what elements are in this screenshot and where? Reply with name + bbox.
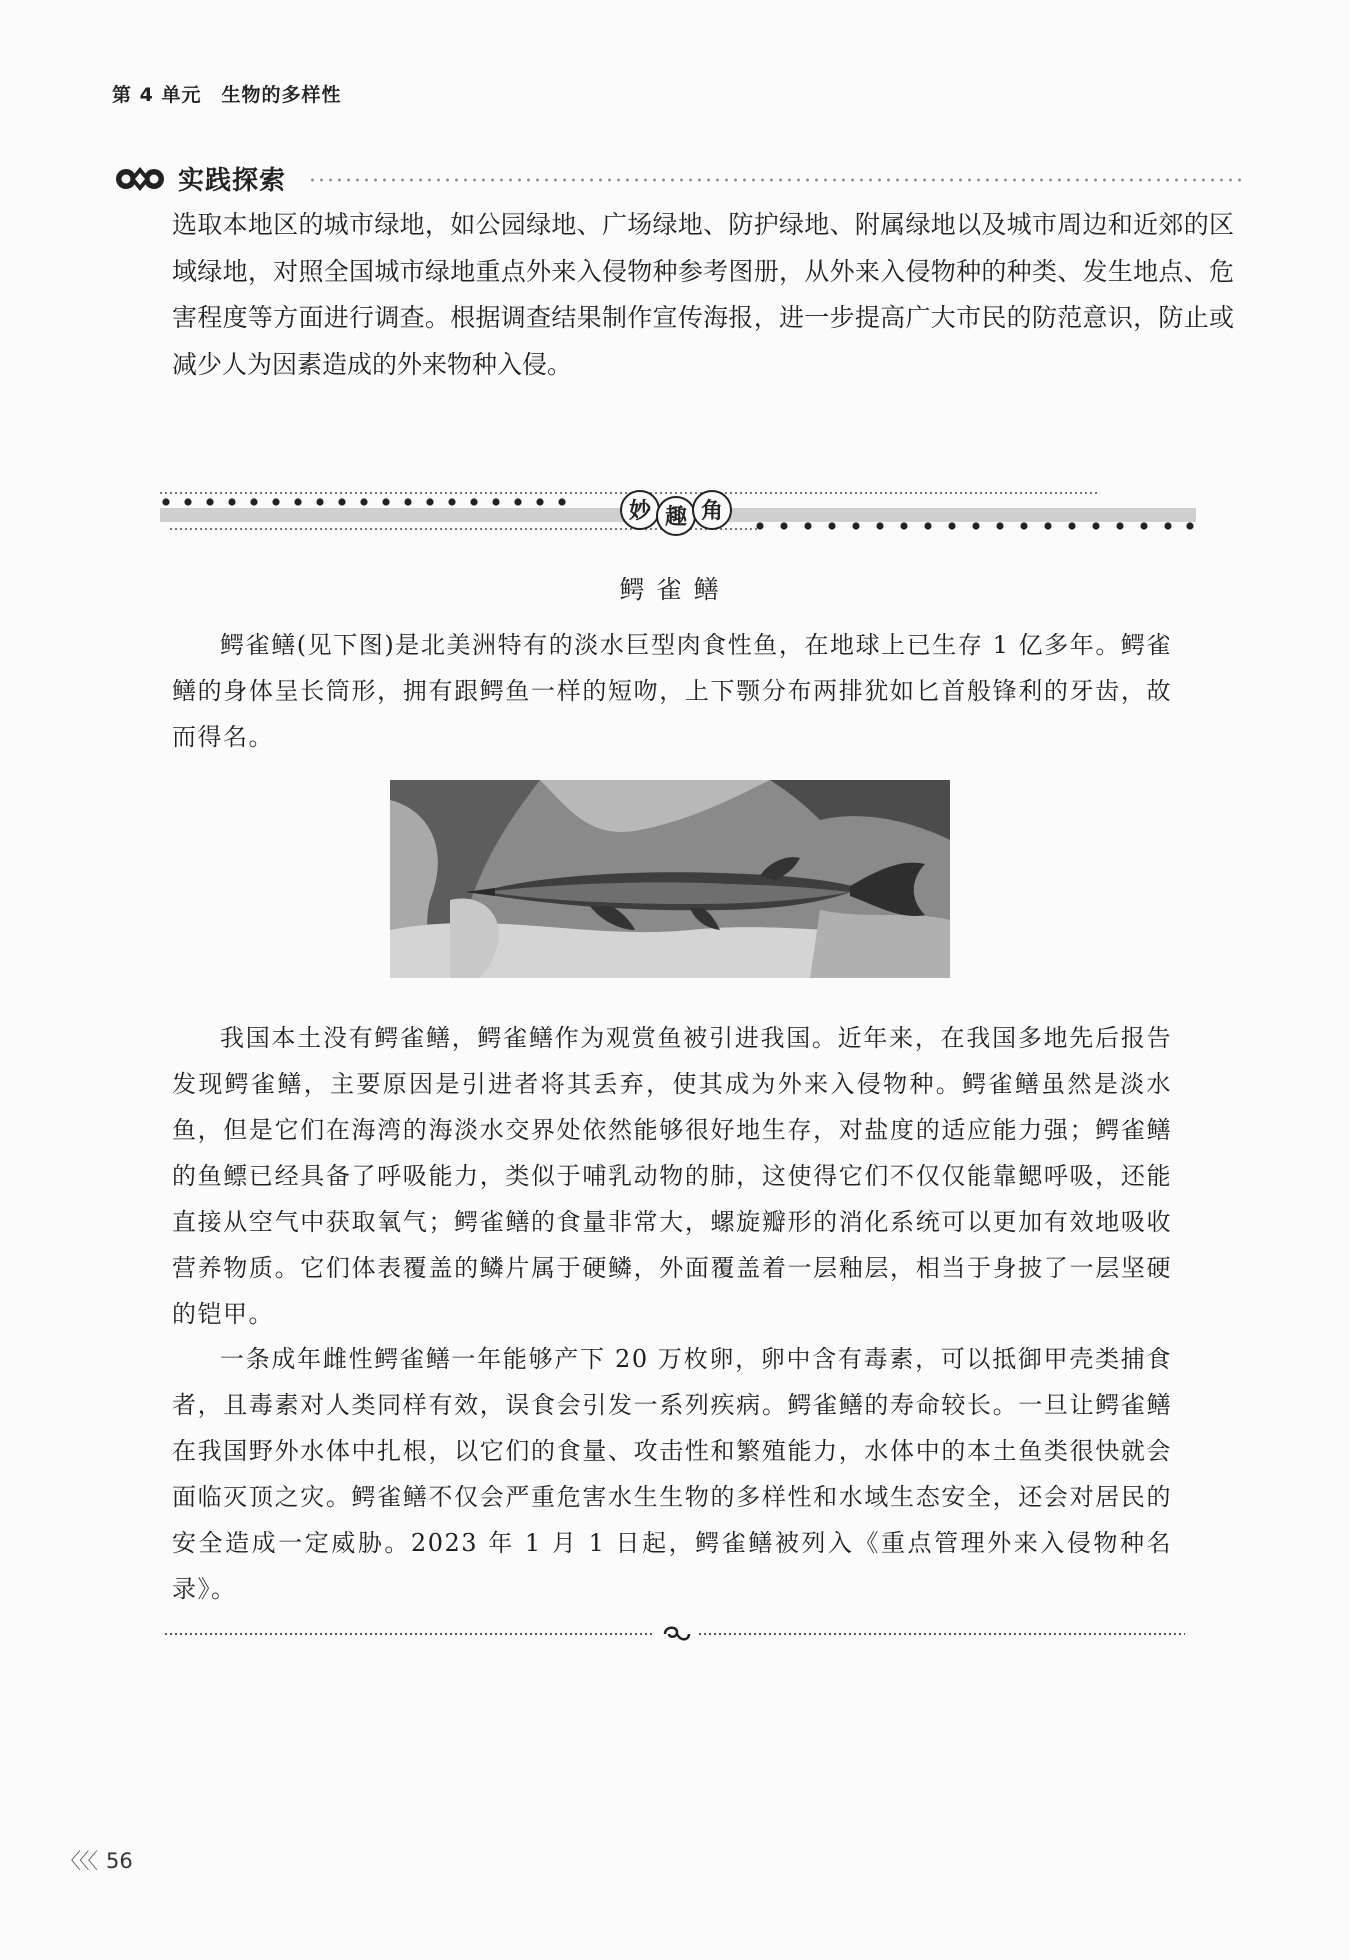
- fun-corner-banner: [160, 482, 1196, 544]
- alligator-gar-photo: [390, 780, 950, 978]
- fun-corner-char-3: 角: [700, 499, 724, 524]
- page-arrows-icon: 〈〈〈: [60, 1849, 96, 1873]
- page-number-value: 56: [106, 1849, 133, 1873]
- dotted-divider: [308, 178, 1242, 182]
- practice-title: 实践探索: [178, 166, 287, 196]
- article-paragraph-2: 我国本土没有鳄雀鳝，鳄雀鳝作为观赏鱼被引进我国。近年来，在我国多地先后报告发现鳄雀鳝，主要原因是引进者将其丢弃，使其成为外来入侵物种。鳄雀鳝虽然是淡水鱼，但是它们在海湾的海淡水交界处依然能够很好地生存，对盐度的适应能力强；鳄雀鳝的鱼鳔已经具备了呼吸能力，类似于哺乳动物的肺，这使得它们不仅仅能靠鳃呼吸，还能直接从空气中获取氧气；鳄雀鳝的食量非常大，螺旋瓣形的消化系统可以更加有效地吸收营养物质。它们体表覆盖的鳞片属于硬鳞，外面覆盖着一层釉层，相当于身披了一层坚硬的铠甲。: [172, 1024, 1172, 1328]
- diamond-rings-icon: [112, 164, 168, 194]
- article-title: 鳄雀鳝: [619, 575, 731, 604]
- practice-section-heading: [112, 158, 1242, 198]
- article-paragraph-3: 一条成年雌性鳄雀鳝一年能够产下 20 万枚卵，卵中含有毒素，可以抵御甲壳类捕食者，且毒素对人类同样有效，误食会引发一系列疾病。鳄雀鳝的寿命较长。一旦让鳄雀鳝在我国野外水体中扎根，以它们的食量、攻击性和繁殖能力，水体中的本土鱼类很快就会面临灭顶之灾。鳄雀鳝不仅会严重危害水生生物的多样性和水域生态安全，还会对居民的安全造成一定威胁。2023 年 1 月 1 日起，鳄雀鳝被列入《重点管理外来入侵物种名录》。: [172, 1345, 1172, 1603]
- article-paragraph-1: 鳄雀鳝(见下图)是北美洲特有的淡水巨型肉食性鱼，在地球上已生存 1 亿多年。鳄雀鳝的身体呈长筒形，拥有跟鳄鱼一样的短吻，上下颚分布两排犹如匕首般锋利的牙齿，故而得名。: [172, 631, 1172, 751]
- page-number: [60, 1845, 133, 1875]
- fun-corner-char-2: 趣: [664, 505, 688, 530]
- fun-corner-char-1: 妙: [628, 499, 652, 524]
- bottom-divider: [165, 1620, 1185, 1650]
- practice-text: 选取本地区的城市绿地，如公园绿地、广场绿地、防护绿地、附属绿地以及城市周边和近郊的区域绿地，对照全国城市绿地重点外来入侵物种参考图册，从外来入侵物种的种类、发生地点、危害程度等方面进行调查。根据调查结果制作宣传海报，进一步提高广大市民的防范意识，防止或减少人为因素造成的外来物种入侵。: [172, 210, 1234, 379]
- chapter-header: 第 4 单元 生物的多样性: [112, 84, 342, 106]
- flourish-icon: [665, 1628, 689, 1640]
